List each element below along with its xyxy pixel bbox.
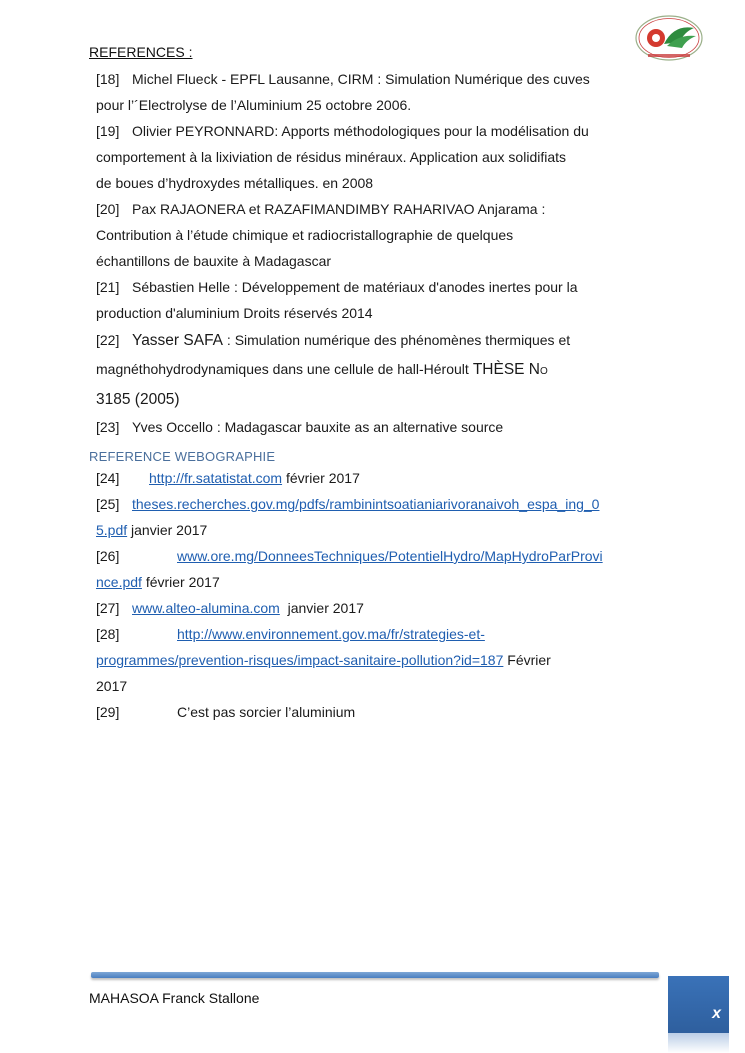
page-number: x xyxy=(712,1005,721,1022)
web-continuation xyxy=(96,647,641,673)
reference-item-22 xyxy=(96,326,641,355)
web-continuation: 2017 xyxy=(96,678,128,694)
reference-text xyxy=(132,326,641,355)
web-item-24 xyxy=(96,465,641,491)
web-link[interactable]: www.alteo-alumina.com xyxy=(132,600,280,616)
reference-number: [29] xyxy=(96,704,120,720)
reference-continuation: pour l’´Electrolyse de l’Aluminium 25 octobre 2006. xyxy=(96,97,412,113)
reference-number: [22] xyxy=(96,332,120,348)
reference-text: Sébastien Helle : Développement de matériaux d'anodes inertes pour la xyxy=(132,279,578,295)
reference-text: Pax RAJAONERA et RAZAFIMANDIMBY RAHARIVAO Anjarama : xyxy=(132,201,546,217)
reference-continuation: de boues d’hydroxydes métalliques. en 2008 xyxy=(96,175,374,191)
access-date: février 2017 xyxy=(141,574,220,590)
access-date: février 2017 xyxy=(282,470,360,486)
reference-number: [21] xyxy=(96,279,120,295)
reference-number: [26] xyxy=(96,548,120,564)
reference-text: Olivier PEYRONNARD: Apports méthodologiques pour la modélisation du xyxy=(132,123,589,139)
reference-number: [27] xyxy=(96,600,120,616)
reference-continuation: comportement à la lixiviation de résidus minéraux. Application aux solidifiats xyxy=(96,149,567,165)
access-date: janvier 2017 xyxy=(279,600,364,616)
web-continuation xyxy=(96,517,641,543)
web-item-28 xyxy=(96,621,641,647)
web-link[interactable]: http://www.environnement.gov.ma/fr/strategies-et- xyxy=(177,626,485,642)
reference-author: Yasser SAFA xyxy=(132,332,224,349)
reference-text: Yves Occello : Madagascar bauxite as an alternative source xyxy=(132,419,504,435)
webography-list xyxy=(96,465,641,725)
web-continuation xyxy=(96,569,641,595)
reference-number: [18] xyxy=(96,71,120,87)
reference-number: [25] xyxy=(96,496,120,512)
reference-text: C’est pas sorcier l’aluminium xyxy=(177,704,356,720)
reference-number: [28] xyxy=(96,626,120,642)
reference-item-18 xyxy=(96,66,641,92)
web-item-29 xyxy=(96,699,641,725)
reference-continuation: production d'aluminium Droits réservés 2014 xyxy=(96,305,373,321)
reference-continuation: échantillons de bauxite à Madagascar xyxy=(96,253,332,269)
reference-number: [24] xyxy=(96,470,120,486)
web-item-26 xyxy=(96,543,641,569)
reference-continuation xyxy=(96,355,641,386)
page-number-reflection xyxy=(668,1033,729,1053)
web-link-cont[interactable]: nce.pdf xyxy=(96,574,142,590)
access-date: janvier 2017 xyxy=(127,522,208,538)
access-date: Février xyxy=(503,652,551,668)
reference-title-cont: magnéthohydrodynamiques dans une cellule de hall-Héroult xyxy=(96,361,469,377)
reference-number: [20] xyxy=(96,201,120,217)
thesis-number-sign: O xyxy=(540,366,548,377)
reference-title: : Simulation numérique des phénomènes thermiques et xyxy=(223,332,571,348)
references-title: REFERENCES : xyxy=(89,44,193,60)
reference-text: Michel Flueck - EPFL Lausanne, CIRM : Simulation Numérique des cuves xyxy=(132,71,590,87)
reference-item-21 xyxy=(96,274,641,300)
web-link[interactable]: theses.recherches.gov.mg/pdfs/rambinintsoatianiarivoranaivoh_espa_ing_0 xyxy=(132,496,600,512)
reference-continuation: Contribution à l’étude chimique et radiocristallographie de quelques xyxy=(96,227,514,243)
web-item-27 xyxy=(96,595,641,621)
webography-title: REFERENCE WEBOGRAPHIE xyxy=(89,449,276,464)
web-item-25 xyxy=(96,491,641,517)
footer-author: MAHASOA Franck Stallone xyxy=(89,990,260,1006)
web-link[interactable]: www.ore.mg/DonneesTechniques/PotentielHydro/MapHydroParProvi xyxy=(177,548,603,564)
reference-item-19 xyxy=(96,118,641,144)
reference-continuation: 3185 (2005) xyxy=(96,391,180,408)
references-list xyxy=(96,66,641,440)
web-link-cont[interactable]: programmes/prevention-risques/impact-sanitaire-pollution?id=187 xyxy=(96,652,504,668)
reference-number: [23] xyxy=(96,419,120,435)
thesis-label: THÈSE N xyxy=(468,361,540,378)
footer-divider xyxy=(91,972,659,978)
web-link-cont[interactable]: 5.pdf xyxy=(96,522,128,538)
page-number-box xyxy=(668,976,729,1033)
institution-logo xyxy=(634,14,704,64)
reference-item-20 xyxy=(96,196,641,222)
reference-number: [19] xyxy=(96,123,120,139)
web-link[interactable]: http://fr.satatistat.com xyxy=(149,470,283,486)
reference-item-23 xyxy=(96,414,641,440)
